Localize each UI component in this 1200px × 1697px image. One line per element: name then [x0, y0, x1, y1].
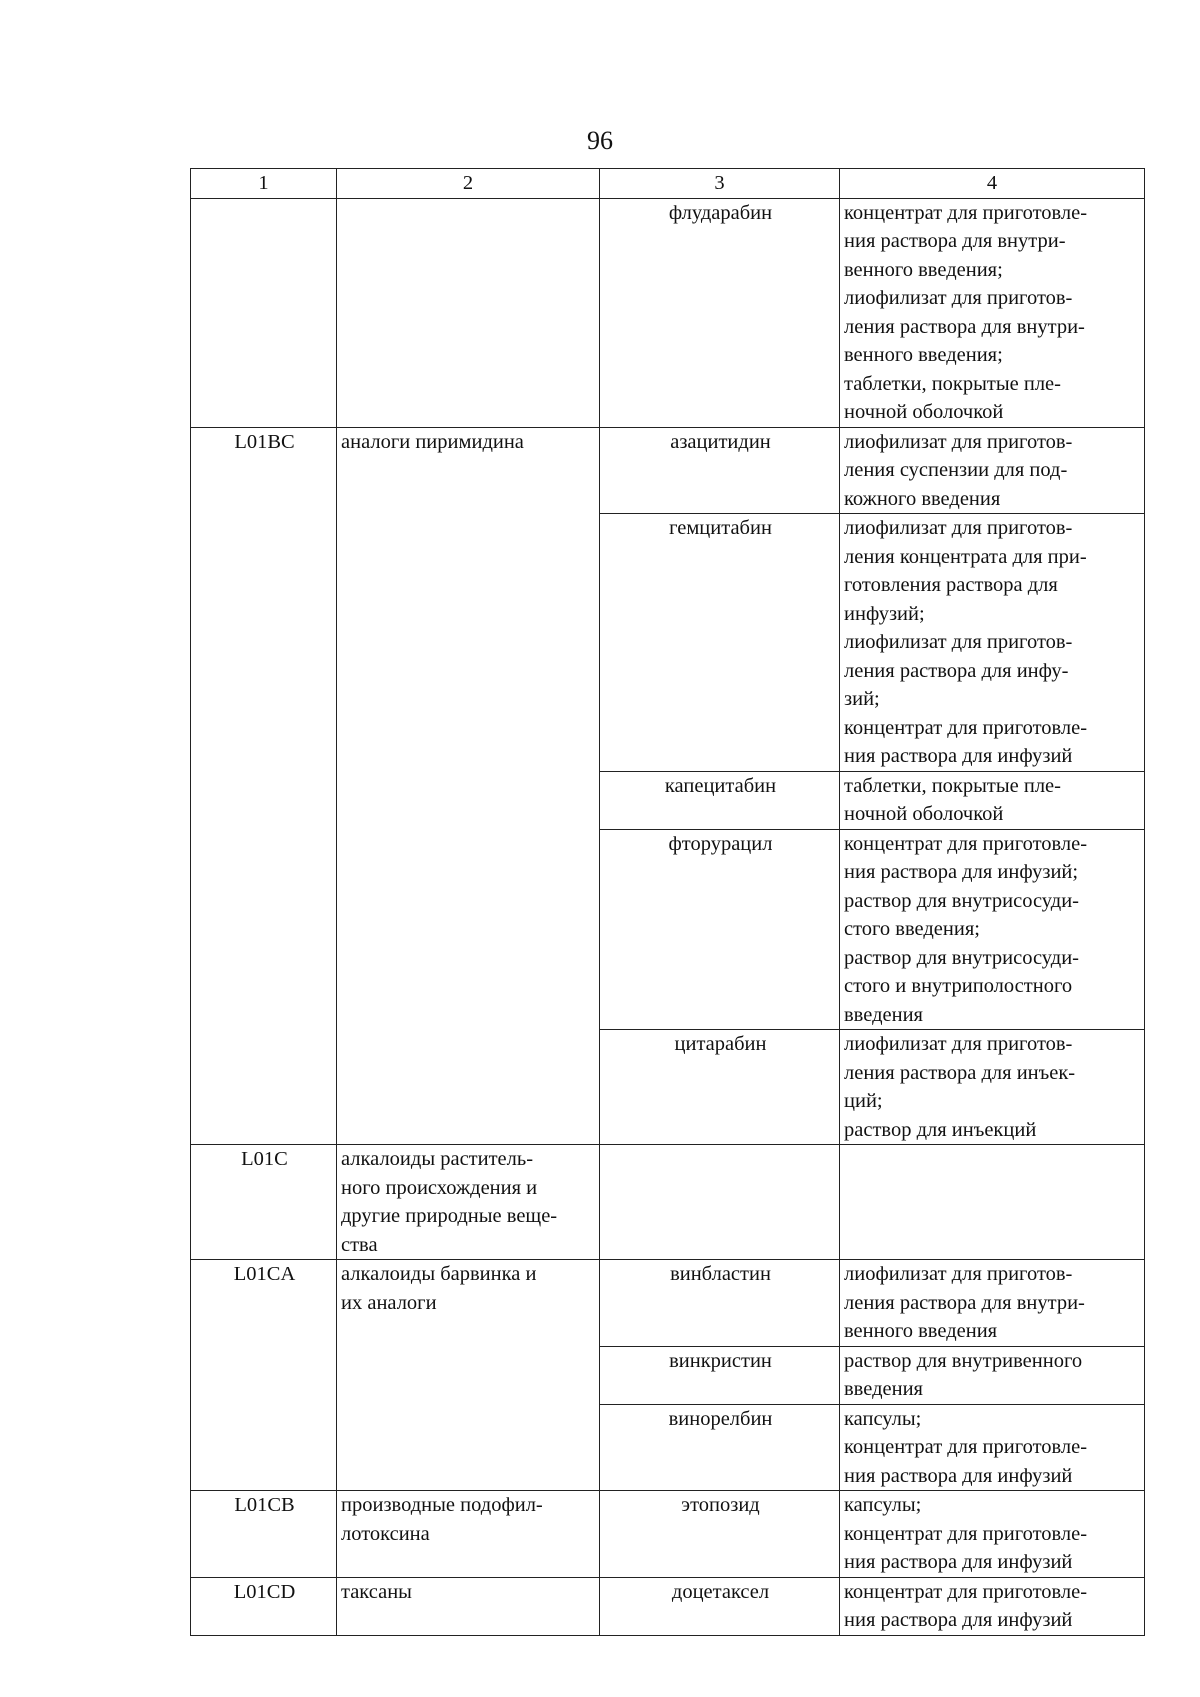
atc-code-cell: L01CB [191, 1491, 337, 1578]
form-line: ления концентрата для при- [844, 545, 1087, 568]
drug-name-cell: гемцитабин [600, 514, 840, 772]
form-line: венного введения [844, 1320, 998, 1342]
atc-code-cell: L01CD [191, 1577, 337, 1635]
group-line: ного происхождения и [341, 1176, 538, 1199]
form-line: ления раствора для внутри- [844, 1291, 1085, 1314]
form-line: концентрат для приготовле- [844, 201, 1088, 224]
group-line: ства [341, 1233, 378, 1256]
form-line: стого введения; [844, 918, 980, 940]
drug-name-cell: этопозид [600, 1491, 840, 1578]
dosage-form-cell [840, 514, 1145, 772]
group-name-cell [337, 427, 600, 1145]
form-line: венного введения; [844, 258, 1003, 281]
form-line: лиофилизат для приготов- [844, 1263, 1073, 1285]
form-line: лиофилизат для приготов- [844, 517, 1073, 539]
form-line: ления суспензии для под- [844, 459, 1068, 481]
form-line: раствор для внутривенного [844, 1349, 1083, 1372]
form-line: концентрат для приготовле- [844, 1436, 1088, 1458]
form-line: ния раствора для инфузий; [844, 861, 1079, 883]
dosage-form-cell [840, 829, 1145, 1030]
column-header-2: 2 [337, 169, 600, 199]
table-row [191, 198, 1145, 427]
group-name-cell [337, 198, 600, 427]
table-row [191, 1577, 1145, 1635]
group-name-cell [337, 1145, 600, 1260]
form-line: концентрат для приготовле- [844, 716, 1088, 739]
form-line: концентрат для приготовле- [844, 1580, 1088, 1603]
form-line: ления раствора для внутри- [844, 315, 1085, 338]
page-number: 96 [587, 126, 613, 155]
drug-name-cell: винкристин [600, 1346, 840, 1404]
table-row [191, 1260, 1145, 1347]
form-line: капсулы; [844, 1494, 922, 1516]
table-row [191, 1491, 1145, 1578]
form-line: раствор для внутрисосуди- [844, 889, 1079, 912]
form-line: лиофилизат для приготов- [844, 430, 1073, 453]
form-line: лиофилизат для приготов- [844, 287, 1073, 309]
form-line: ния раствора для внутри- [844, 230, 1066, 252]
table-row [191, 1145, 1145, 1260]
atc-code-cell: L01CA [191, 1260, 337, 1491]
group-line: аналоги пиримидина [341, 430, 524, 453]
table-row [191, 427, 1145, 514]
form-line: венного введения; [844, 344, 1003, 366]
dosage-form-cell [840, 1491, 1145, 1578]
atc-code-cell [191, 198, 337, 427]
form-line: ночной оболочкой [844, 401, 1004, 423]
table-header-row [191, 169, 1145, 199]
column-header-3: 3 [600, 169, 840, 199]
dosage-form-cell [840, 1260, 1145, 1347]
form-line: введения [844, 1003, 923, 1026]
form-line: введения [844, 1378, 923, 1400]
group-name-cell [337, 1577, 600, 1635]
form-line: инфузий; [844, 602, 925, 625]
form-line: ния раствора для инфузий [844, 745, 1073, 767]
drug-name-cell: доцетаксел [600, 1577, 840, 1635]
drug-name-cell: капецитабин [600, 771, 840, 829]
dosage-form-cell [840, 1145, 1145, 1260]
form-line: раствор для инъекций [844, 1118, 1037, 1141]
drug-table [190, 168, 1145, 1636]
dosage-form-cell [840, 1404, 1145, 1491]
group-line: лотоксина [341, 1522, 430, 1545]
form-line: таблетки, покрытые пле- [844, 372, 1061, 395]
form-line: раствор для внутрисосуди- [844, 946, 1079, 969]
atc-code-cell: L01BC [191, 427, 337, 1145]
form-line: кожного введения [844, 487, 1001, 510]
dosage-form-cell [840, 1346, 1145, 1404]
form-line: концентрат для приготовле- [844, 1522, 1088, 1545]
column-header-4: 4 [840, 169, 1145, 199]
group-line: их аналоги [341, 1291, 437, 1314]
form-line: стого и внутриполостного [844, 975, 1073, 997]
form-line: капсулы; [844, 1407, 922, 1430]
form-line: готовления раствора для [844, 574, 1058, 596]
form-line: таблетки, покрытые пле- [844, 774, 1061, 797]
group-line: другие природные веще- [341, 1205, 558, 1227]
form-line: ления раствора для инфу- [844, 659, 1069, 682]
group-name-cell [337, 1260, 600, 1491]
column-header-1: 1 [191, 169, 337, 199]
form-line: ночной оболочкой [844, 803, 1004, 825]
atc-code-cell: L01C [191, 1145, 337, 1260]
form-line: ния раствора для инфузий [844, 1551, 1073, 1573]
form-line: зий; [844, 688, 880, 710]
form-line: ления раствора для инъек- [844, 1061, 1076, 1084]
form-line: ций; [844, 1090, 883, 1112]
drug-name-cell: азацитидин [600, 427, 840, 514]
drug-name-cell: флударабин [600, 198, 840, 427]
drug-name-cell: винбластин [600, 1260, 840, 1347]
group-line: производные подофил- [341, 1494, 543, 1516]
drug-name-cell [600, 1145, 840, 1260]
form-line: концентрат для приготовле- [844, 832, 1088, 855]
form-line: лиофилизат для приготов- [844, 631, 1073, 653]
group-name-cell [337, 1491, 600, 1578]
form-line: ния раствора для инфузий [844, 1609, 1073, 1631]
dosage-form-cell [840, 198, 1145, 427]
dosage-form-cell [840, 1030, 1145, 1145]
dosage-form-cell [840, 771, 1145, 829]
drug-name-cell: цитарабин [600, 1030, 840, 1145]
drug-name-cell: фторурацил [600, 829, 840, 1030]
drug-name-cell: винорелбин [600, 1404, 840, 1491]
dosage-form-cell [840, 427, 1145, 514]
group-line: алкалоиды раститель- [341, 1148, 534, 1170]
group-line: таксаны [341, 1580, 412, 1603]
dosage-form-cell [840, 1577, 1145, 1635]
form-line: лиофилизат для приготов- [844, 1033, 1073, 1055]
group-line: алкалоиды барвинка и [341, 1263, 537, 1285]
form-line: ния раствора для инфузий [844, 1464, 1073, 1487]
